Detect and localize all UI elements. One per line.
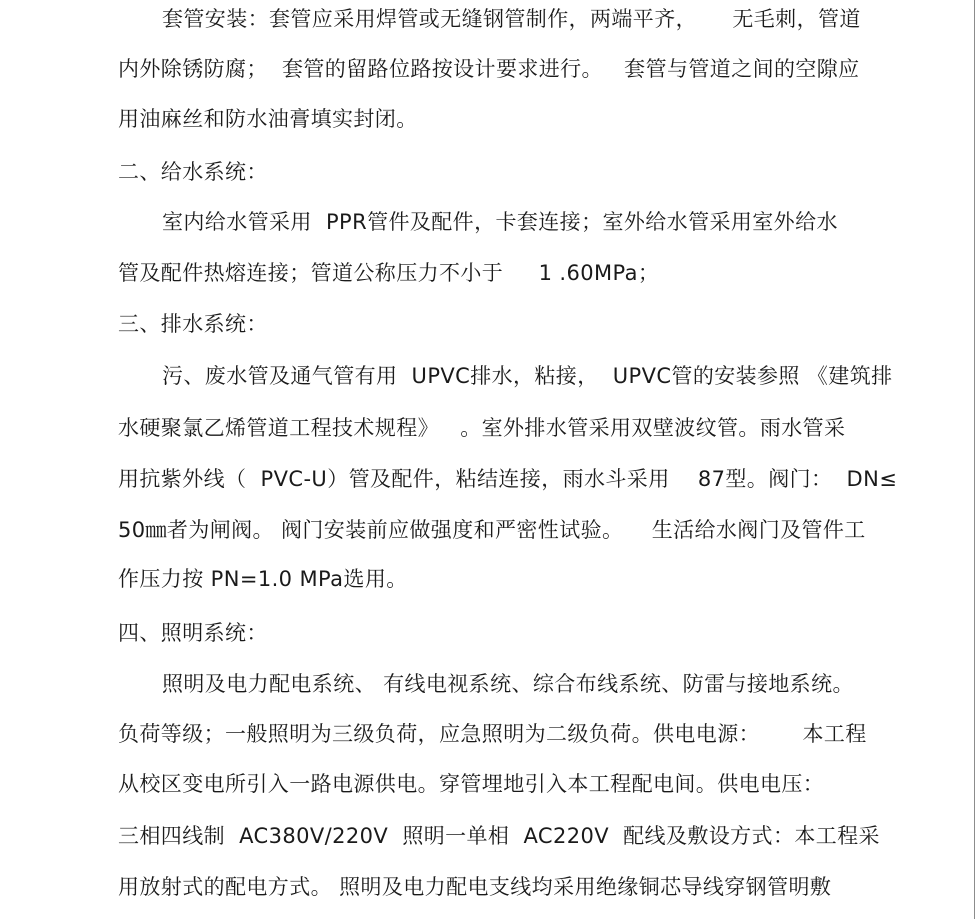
text-line: 用抗紫外线（ PVC-U）管及配件，粘结连接，雨水斗采用 87型。阀门： DN≤	[118, 467, 898, 491]
text-line: 污、废水管及通气管有用 UPVC排水，粘接， UPVC管的安装参照 《建筑排	[162, 364, 893, 388]
text-line: 内外除锈防腐； 套管的留路位路按设计要求进行。 套管与管道之间的空隙应	[118, 57, 860, 81]
page-edge-divider	[974, 0, 975, 919]
section-heading-drainage: 三、排水系统：	[118, 312, 268, 336]
text-line: 照明及电力配电系统、 有线电视系统、综合布线系统、防雷与接地系统。	[162, 672, 854, 696]
text-line: 管及配件热熔连接；管道公称压力不小于 1 .60MPa；	[118, 261, 660, 285]
text-line: 用放射式的配电方式。 照明及电力配电支线均采用绝缘铜芯导线穿钢管明敷	[118, 875, 832, 899]
text-line: 负荷等级；一般照明为三级负荷，应急照明为二级负荷。供电电源： 本工程	[118, 722, 867, 746]
text-line: 作压力按 PN=1.0 MPa选用。	[118, 567, 408, 591]
section-heading-lighting: 四、照明系统：	[118, 621, 268, 645]
text-line: 50㎜者为闸阀。 阀门安装前应做强度和严密性试验。 生活给水阀门及管件工	[118, 518, 866, 542]
text-line: 室内给水管采用 PPR管件及配件，卡套连接；室外给水管采用室外给水	[162, 210, 838, 234]
text-line: 水硬聚氯乙烯管道工程技术规程》 。室外排水管采用双壁波纹管。雨水管采	[118, 416, 846, 440]
text-line: 用油麻丝和防水油膏填实封闭。	[118, 107, 418, 131]
text-line: 从校区变电所引入一路电源供电。穿管埋地引入本工程配电间。供电电压：	[118, 772, 825, 796]
section-heading-water-supply: 二、给水系统：	[118, 160, 268, 184]
text-line: 三相四线制 AC380V/220V 照明一单相 AC220V 配线及敷设方式：本工程采	[118, 824, 880, 848]
text-line: 套管安装：套管应采用焊管或无缝钢管制作，两端平齐， 无毛刺，管道	[162, 7, 861, 31]
